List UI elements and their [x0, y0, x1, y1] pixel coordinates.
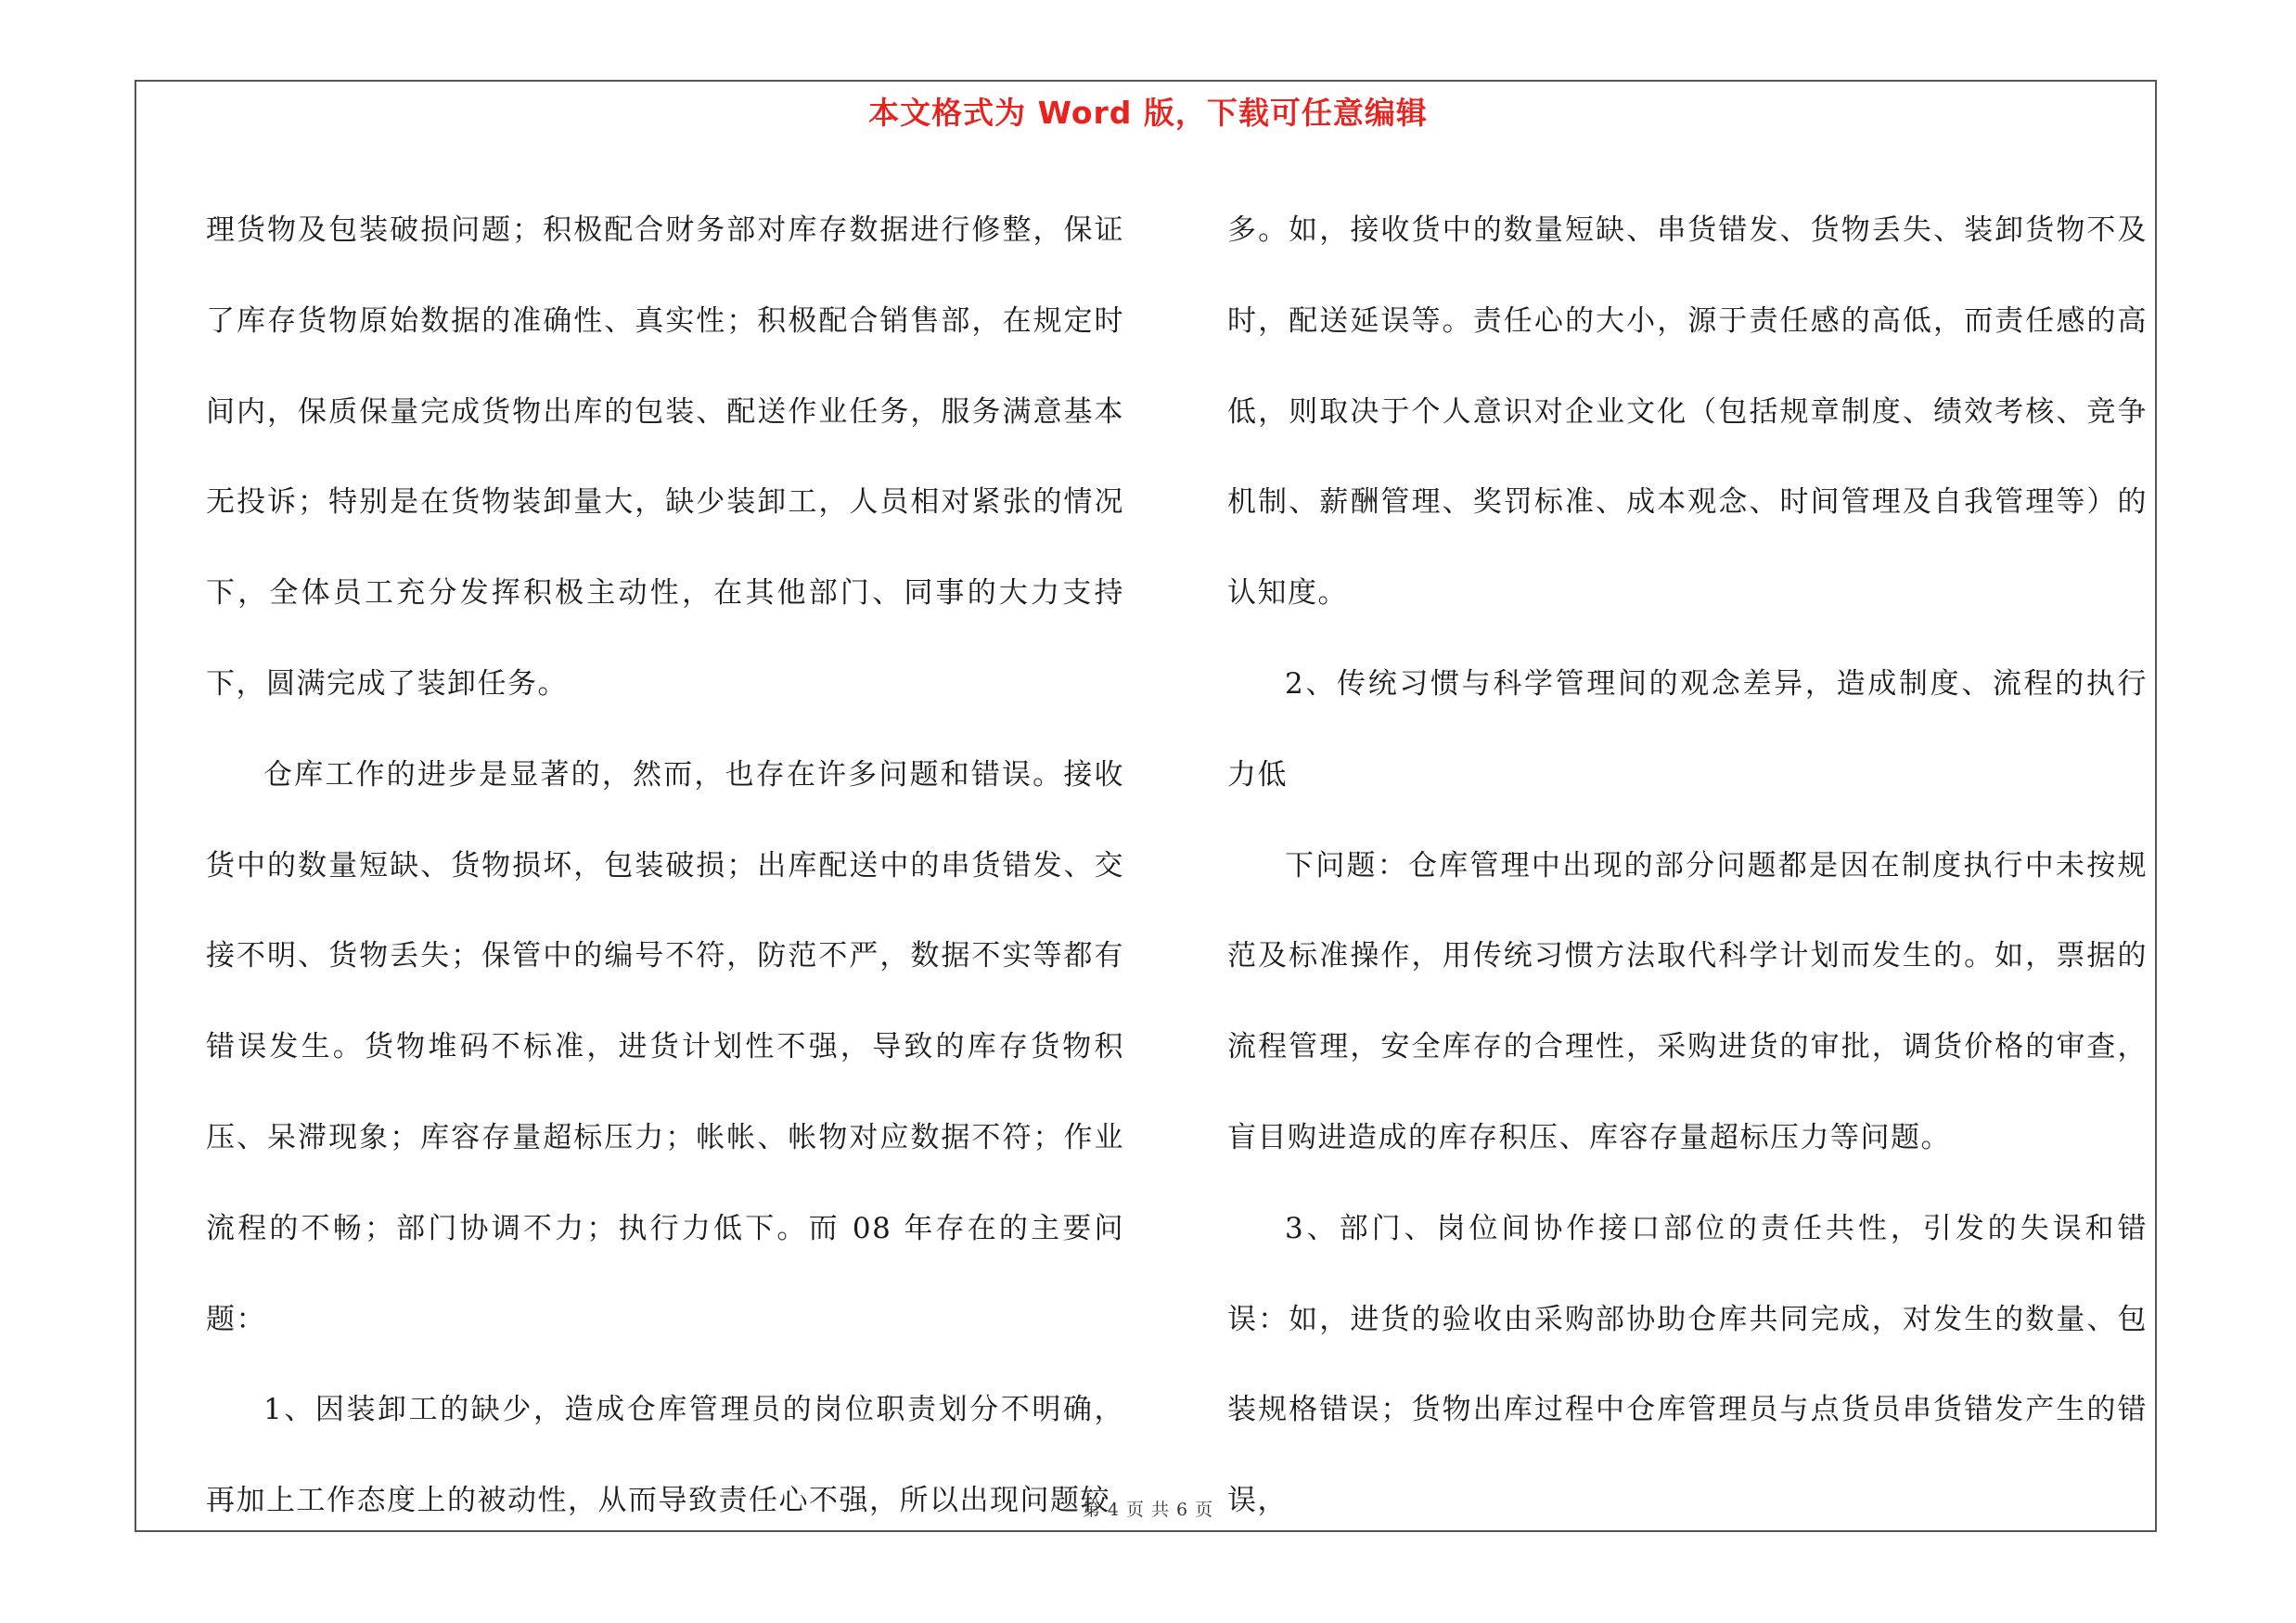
paragraph: 3、部门、岗位间协作接口部位的责任共性，引发的失误和错误：如，进货的验收由采购部协助仓库共同完成，对发生的数量、包装规格错误；货物出库过程中仓库管理员与点货员串货错发产生的错误，	[1227, 1211, 2148, 1518]
document-header: 本文格式为 Word 版，下载可任意编辑	[868, 95, 1428, 131]
paragraph: 1、因装卸工的缺少，造成仓库管理员的岗位职责划分不明确，再加上工作态度上的被动性，从而导致责任心不强，所以出现问题较	[206, 1393, 1124, 1518]
right-column	[1227, 186, 2148, 1547]
paragraph: 仓库工作的进步是显著的，然而，也存在许多问题和错误。接收货中的数量短缺、货物损坏，包装破损；出库配送中的串货错发、交接不明、货物丢失；保管中的编号不符，防范不严，数据不实等都有错误发生。货物堆码不标准，进货计划性不强，导致的库存货物积压、呆滞现象；库容存量超标压力；帐帐、帐物对应数据不符；作业流程的不畅；部门协调不力；执行力低下。而 08 年存在的主要问题：	[206, 757, 1124, 1336]
page-number: 第 4 页 共 6 页	[1082, 1500, 1214, 1520]
paragraph: 理货物及包装破损问题；积极配合财务部对库存数据进行修整，保证了库存货物原始数据的准确性、真实性；积极配合销售部，在规定时间内，保质保量完成货物出库的包装、配送作业任务，服务满意基本无投诉；特别是在货物装卸量大，缺少装卸工，人员相对紧张的情况下，全体员工充分发挥积极主动性，在其他部门、同事的大力支持下，圆满完成了装卸任务。	[206, 213, 1124, 701]
paragraph: 2、传统习惯与科学管理间的观念差异，造成制度、流程的执行力低	[1227, 666, 2148, 792]
paragraph: 多。如，接收货中的数量短缺、串货错发、货物丢失、装卸货物不及时，配送延误等。责任心的大小，源于责任感的高低，而责任感的高低，则取决于个人意识对企业文化（包括规章制度、绩效考核、竞争机制、薪酬管理、奖罚标准、成本观念、时间管理及自我管理等）的认知度。	[1227, 213, 2148, 611]
left-column	[206, 186, 1124, 1547]
paragraph: 下问题：仓库管理中出现的部分问题都是因在制度执行中未按规范及标准操作，用传统习惯方法取代科学计划而发生的。如，票据的流程管理，安全库存的合理性，采购进货的审批，调货价格的审查，盲目购进造成的库存积压、库容存量超标压力等问题。	[1227, 848, 2148, 1154]
